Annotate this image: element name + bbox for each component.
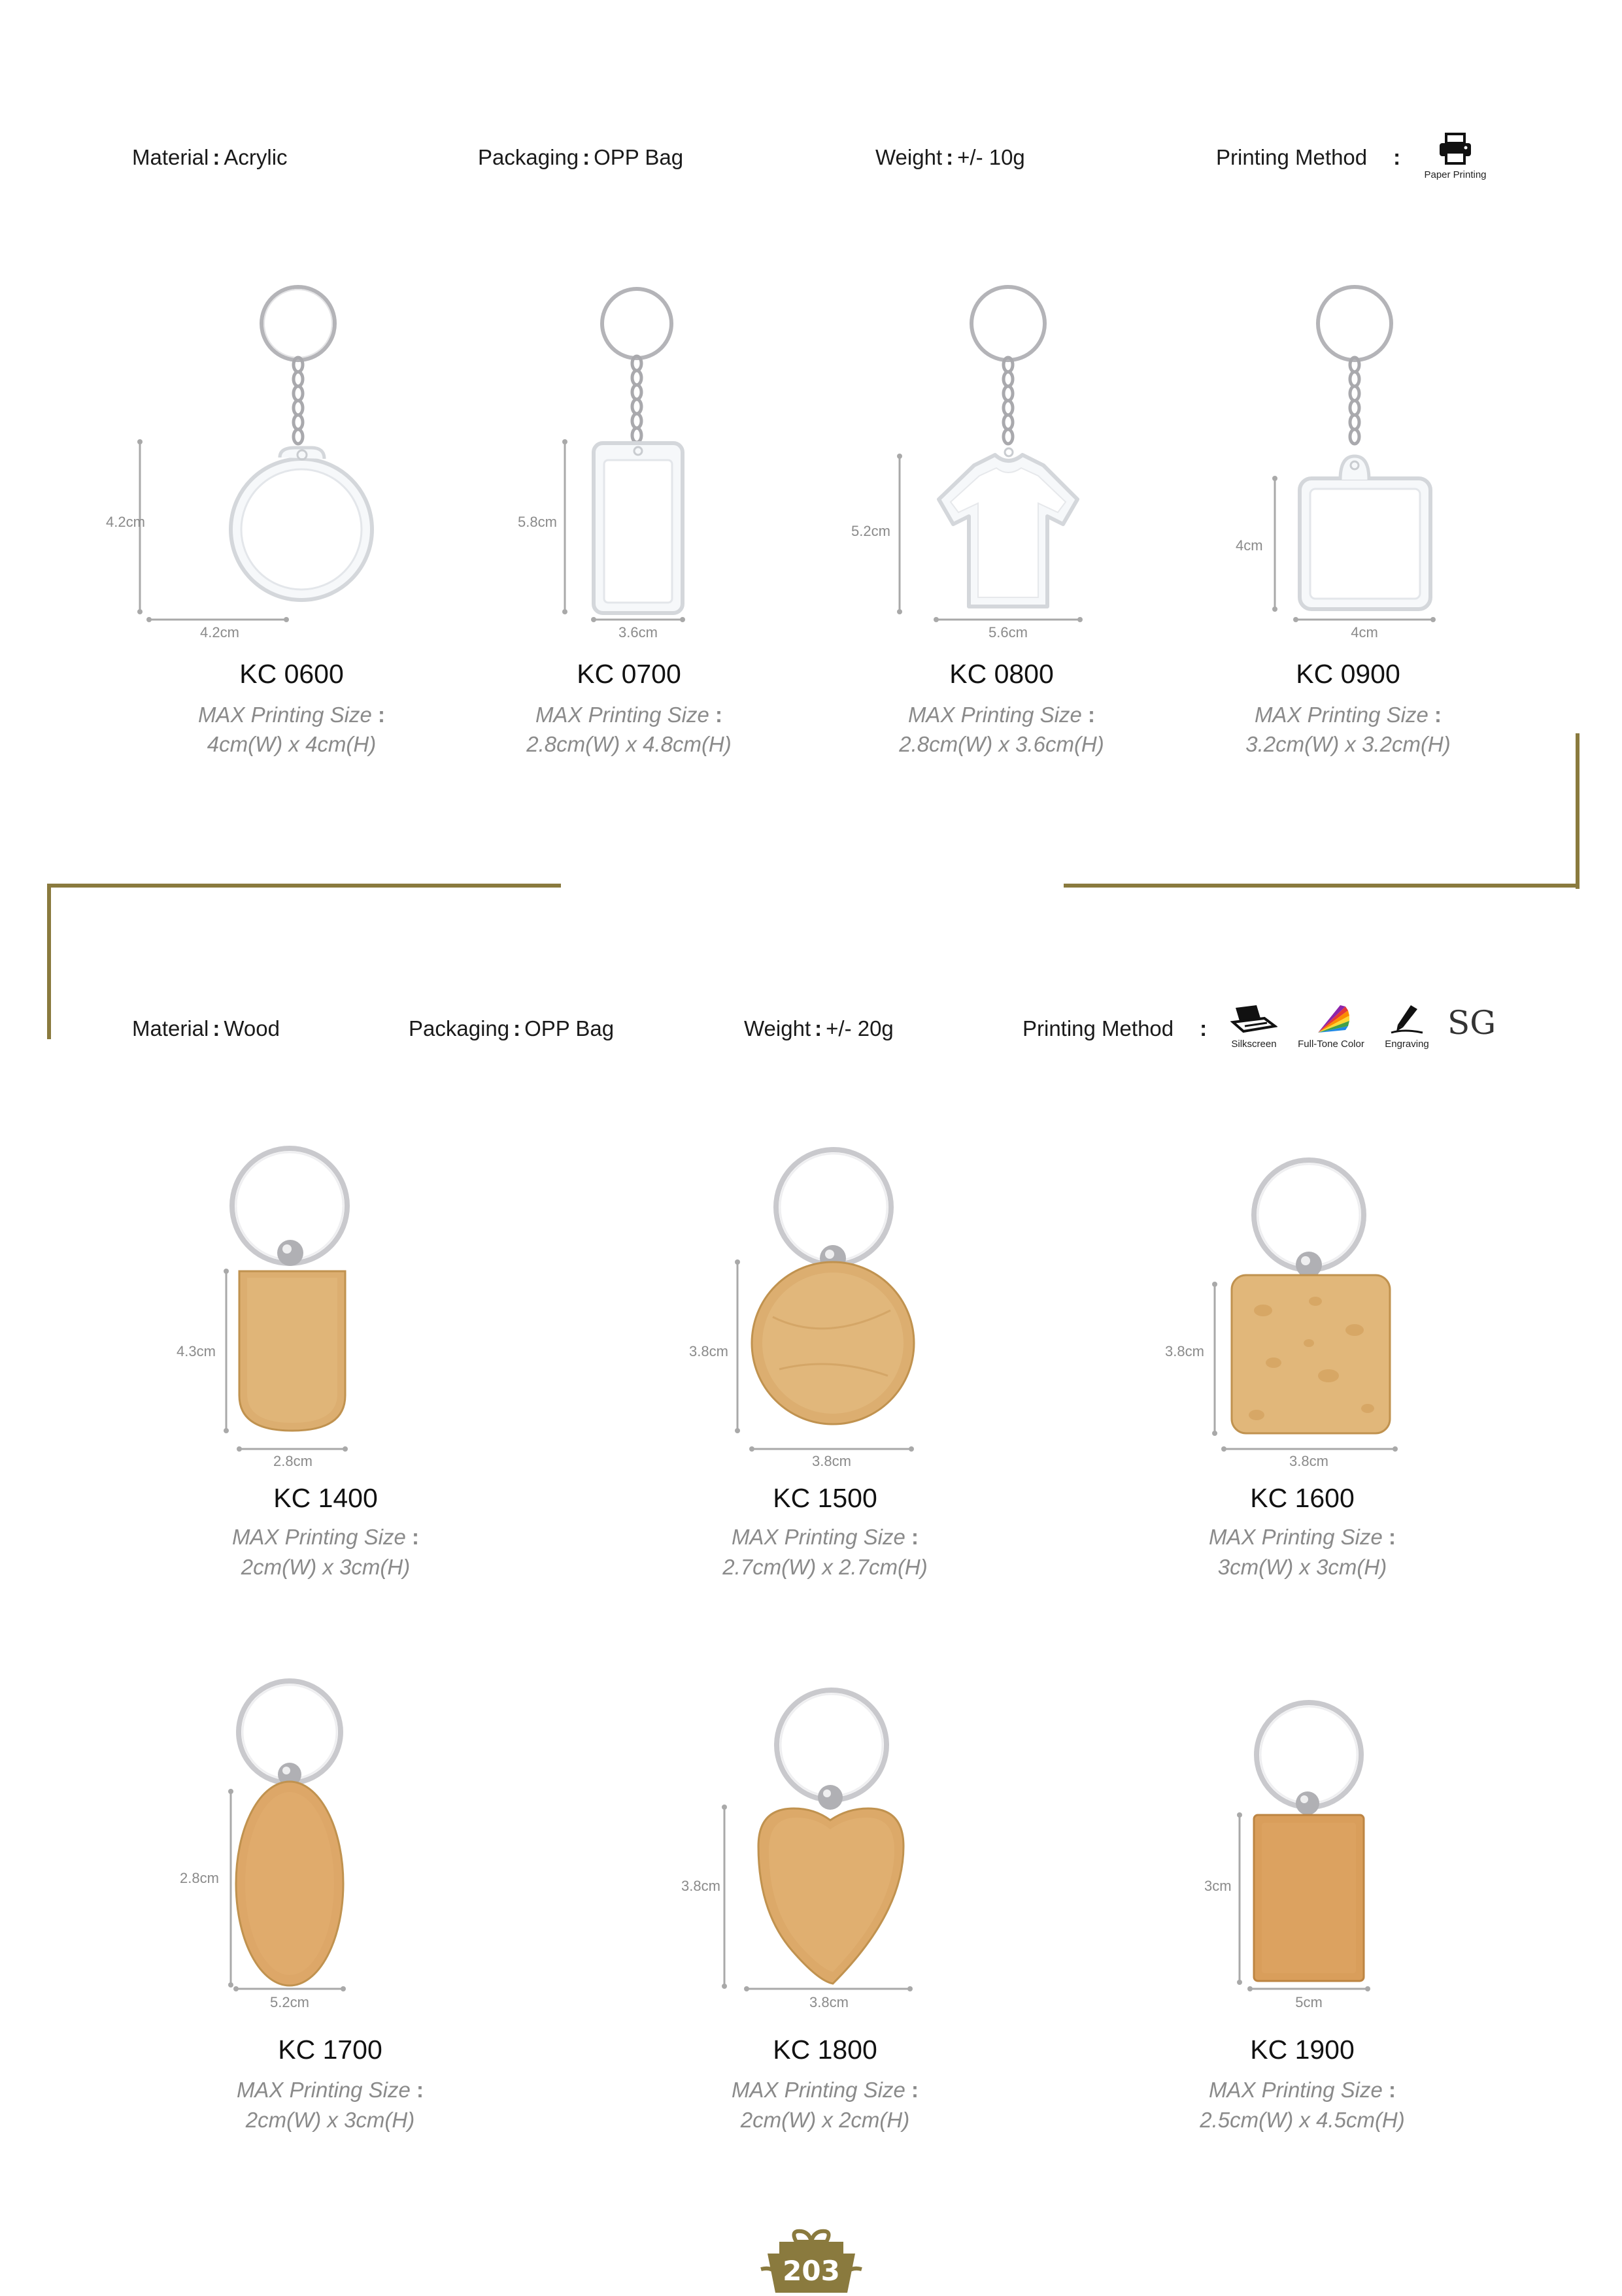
- max-printing-label: MAX Printing Size :: [236, 2078, 424, 2102]
- height-dimension: 3.8cm: [689, 1343, 728, 1359]
- weight-value: +/- 20g: [826, 1016, 894, 1040]
- max-printing-label: MAX Printing Size :: [231, 1525, 420, 1549]
- product-code: KC 1600: [1250, 1483, 1355, 1513]
- printing-method-label: Printing Method: [1022, 1016, 1174, 1040]
- height-dimension: 4cm: [1236, 537, 1263, 554]
- printing-method-label: Printing Method: [1216, 145, 1368, 169]
- wood-rect-keychain: [1119, 1670, 1485, 2023]
- page-number-badge: [756, 2227, 867, 2293]
- width-dimension: 5cm: [1295, 1994, 1323, 2010]
- max-printing-value: 2cm(W) x 3cm(H): [241, 1555, 411, 1579]
- weight-value: +/- 10g: [957, 145, 1025, 169]
- material-value: Acrylic: [224, 145, 288, 169]
- wood-round-keychain: [642, 1147, 1008, 1487]
- material-value: Wood: [224, 1016, 280, 1040]
- frame-line-right-vertical: [1576, 733, 1580, 889]
- full-tone-color-caption: Full-Tone Color: [1298, 1039, 1364, 1050]
- height-dimension: 5.8cm: [518, 514, 557, 530]
- packaging-value: OPP Bag: [594, 145, 684, 169]
- width-dimension: 5.2cm: [270, 1994, 309, 2010]
- max-printing-value: 2cm(W) x 2cm(H): [740, 2108, 910, 2132]
- sg-logo-icon: SG: [1447, 1004, 1496, 1042]
- frame-line-left-horizontal: [47, 884, 561, 888]
- round-acrylic-keychain: [109, 281, 475, 634]
- rect-acrylic-keychain: [446, 281, 812, 634]
- width-dimension: 5.6cm: [988, 624, 1028, 641]
- product-code: KC 1500: [773, 1483, 877, 1513]
- product-code: KC 0700: [577, 659, 681, 689]
- height-dimension: 3cm: [1204, 1878, 1232, 1894]
- max-printing-label: MAX Printing Size :: [731, 1525, 919, 1549]
- packaging-spec: Packaging : OPP Bag: [409, 1016, 615, 1040]
- product-code: KC 1800: [773, 2035, 877, 2065]
- height-dimension: 3.8cm: [1165, 1343, 1204, 1359]
- product-code: KC 0900: [1296, 659, 1400, 689]
- material-spec: Material : Acrylic: [132, 145, 288, 169]
- height-dimension: 4.2cm: [106, 514, 145, 530]
- max-printing-label: MAX Printing Size :: [1208, 2078, 1396, 2102]
- height-dimension: 2.8cm: [180, 1870, 219, 1886]
- product-code: KC 1900: [1250, 2035, 1355, 2065]
- max-printing-label: MAX Printing Size :: [535, 703, 723, 727]
- weight-spec: Weight : +/- 10g: [875, 145, 1025, 169]
- max-printing-value: 3cm(W) x 3cm(H): [1217, 1555, 1387, 1579]
- width-dimension: 4cm: [1351, 624, 1378, 641]
- wood-heart-keychain: [642, 1670, 1008, 2023]
- product-code: KC 0800: [949, 659, 1054, 689]
- max-printing-value: 2.8cm(W) x 4.8cm(H): [526, 732, 732, 756]
- full-tone-color-icon: [1311, 1003, 1351, 1035]
- paper-printing-caption: Paper Printing: [1424, 169, 1487, 180]
- packaging-spec: Packaging : OPP Bag: [478, 145, 684, 169]
- frame-line-right-horizontal: [1064, 884, 1580, 888]
- height-dimension: 4.3cm: [177, 1343, 216, 1359]
- width-dimension: 2.8cm: [273, 1453, 313, 1469]
- printing-method-spec: Printing Method :: [1022, 1016, 1208, 1040]
- height-dimension: 5.2cm: [851, 523, 890, 539]
- max-printing-label: MAX Printing Size :: [731, 2078, 919, 2102]
- silkscreen-icon: [1230, 1003, 1277, 1035]
- width-dimension: 4.2cm: [200, 624, 239, 641]
- silkscreen-method: [1221, 1003, 1287, 1050]
- engraving-icon: [1389, 1003, 1425, 1035]
- engraving-caption: Engraving: [1385, 1039, 1429, 1050]
- max-printing-label: MAX Printing Size :: [907, 703, 1096, 727]
- material-label: Material: [132, 145, 209, 169]
- wood-arch-keychain: [143, 1147, 509, 1487]
- packaging-label: Packaging: [478, 145, 579, 169]
- product-code: KC 1400: [273, 1483, 378, 1513]
- weight-label: Weight: [875, 145, 943, 169]
- square-acrylic-keychain: [1165, 281, 1531, 634]
- printing-method-spec: Printing Method :: [1216, 145, 1401, 169]
- page-number: 203: [783, 2255, 840, 2287]
- product-code: KC 1700: [278, 2035, 382, 2065]
- max-printing-label: MAX Printing Size :: [1254, 703, 1442, 727]
- tshirt-acrylic-keychain: [819, 281, 1185, 634]
- width-dimension: 3.8cm: [1289, 1453, 1328, 1469]
- weight-label: Weight: [744, 1016, 811, 1040]
- product-code: KC 0600: [239, 659, 344, 689]
- wood-oval-keychain: [147, 1670, 513, 2023]
- material-spec: Material : Wood: [132, 1016, 280, 1040]
- weight-spec: Weight : +/- 20g: [744, 1016, 894, 1040]
- width-dimension: 3.8cm: [809, 1994, 849, 2010]
- max-printing-value: 2.5cm(W) x 4.5cm(H): [1200, 2108, 1405, 2132]
- packaging-label: Packaging: [409, 1016, 510, 1040]
- max-printing-label: MAX Printing Size :: [197, 703, 386, 727]
- wood-square-keychain: [1119, 1147, 1485, 1487]
- silkscreen-caption: Silkscreen: [1231, 1039, 1277, 1050]
- height-dimension: 3.8cm: [681, 1878, 720, 1894]
- frame-line-left-vertical: [47, 884, 51, 1039]
- engraving-method: [1376, 1003, 1438, 1050]
- packaging-value: OPP Bag: [524, 1016, 615, 1040]
- max-printing-value: 2cm(W) x 3cm(H): [245, 2108, 415, 2132]
- max-printing-value: 3.2cm(W) x 3.2cm(H): [1245, 732, 1451, 756]
- paper-printing-icon: [1437, 132, 1474, 166]
- max-printing-label: MAX Printing Size :: [1208, 1525, 1396, 1549]
- material-label: Material: [132, 1016, 209, 1040]
- paper-printing-method: [1419, 132, 1492, 180]
- full-tone-color-method: [1292, 1003, 1370, 1050]
- max-printing-value: 4cm(W) x 4cm(H): [207, 732, 377, 756]
- max-printing-value: 2.7cm(W) x 2.7cm(H): [722, 1555, 928, 1579]
- width-dimension: 3.6cm: [618, 624, 658, 641]
- width-dimension: 3.8cm: [812, 1453, 851, 1469]
- max-printing-value: 2.8cm(W) x 3.6cm(H): [899, 732, 1104, 756]
